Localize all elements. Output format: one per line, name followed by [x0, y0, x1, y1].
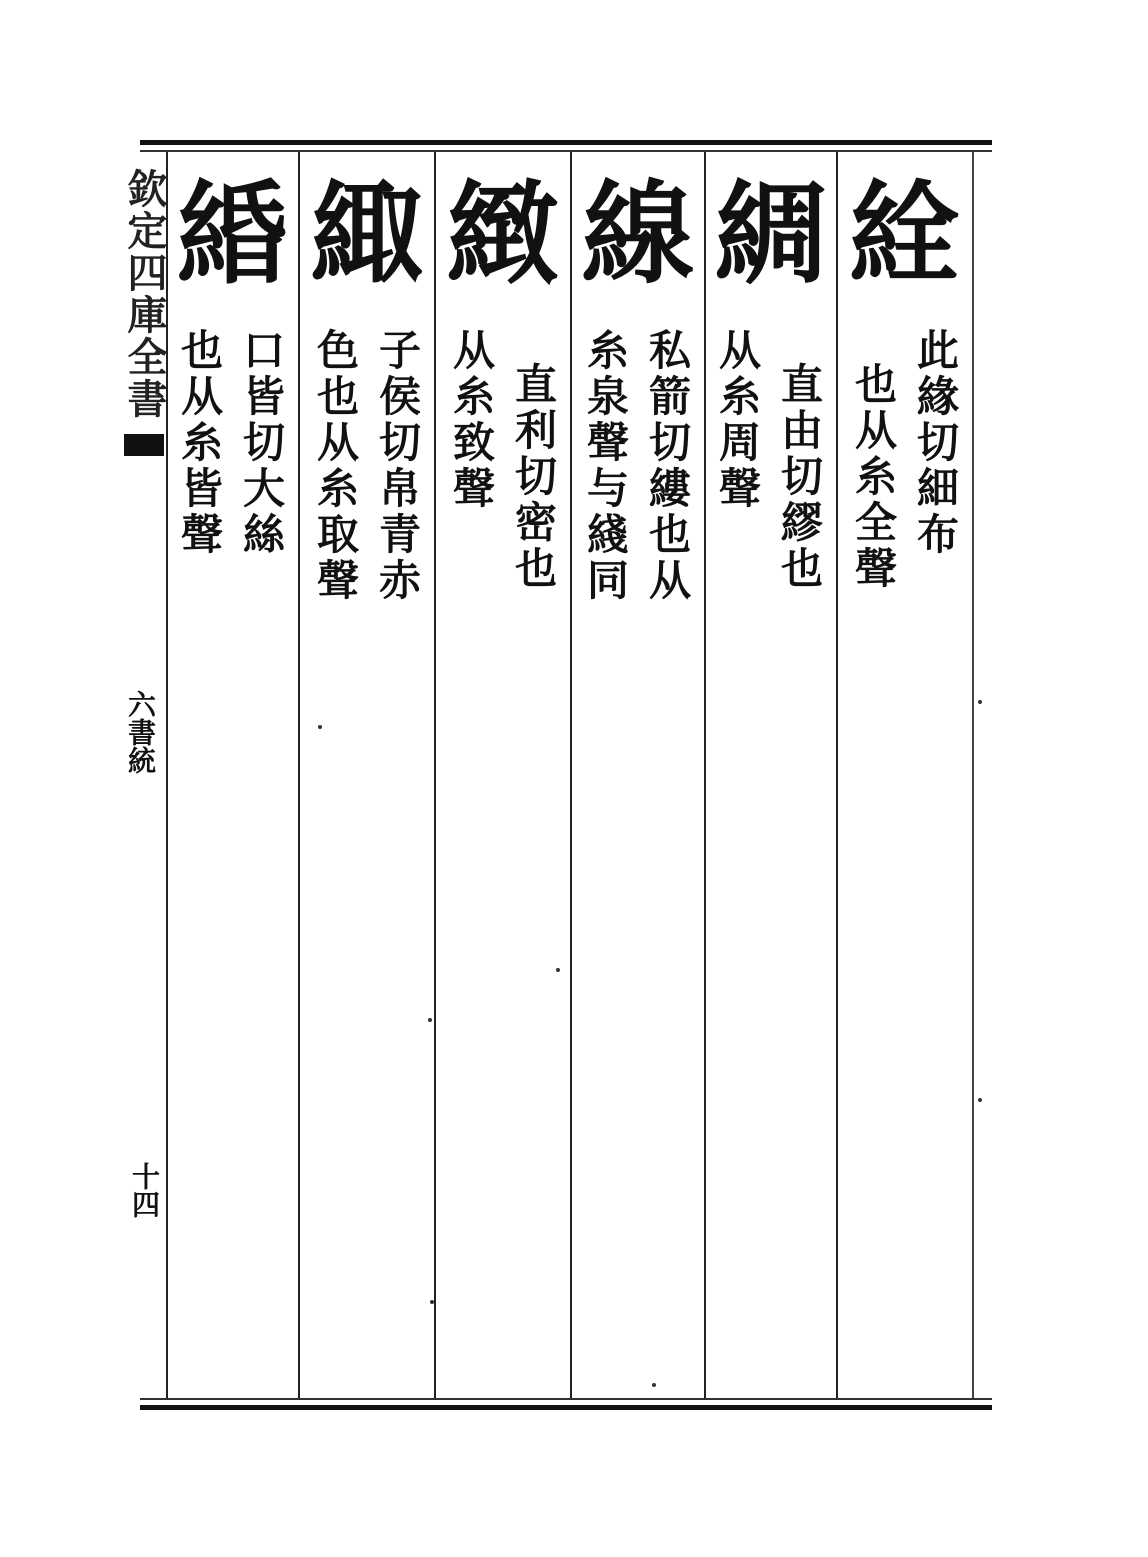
- gloss-line: 直由切繆也: [775, 362, 824, 592]
- gloss-line: 也从糸全聲: [849, 362, 898, 592]
- ink-speck: [428, 1018, 432, 1022]
- section-title: 六書統: [124, 690, 157, 774]
- dictionary-entry: [708, 160, 834, 1390]
- top-border-rule: [140, 140, 992, 145]
- right-border-line: [972, 152, 974, 1398]
- bottom-border-inner-rule: [140, 1398, 992, 1400]
- book-title: 欽定四庫全書: [121, 168, 168, 420]
- gloss-line: 子侯切帛青赤: [373, 328, 422, 604]
- dictionary-entry: [574, 160, 702, 1390]
- ink-speck: [978, 700, 982, 704]
- gloss-line: 此緣切細布: [911, 328, 960, 558]
- gloss-line: 从糸周聲: [713, 328, 762, 512]
- column-divider-line: [836, 152, 838, 1398]
- gloss-line: 私箭切縷也从: [643, 328, 692, 604]
- dictionary-entry: [302, 160, 432, 1390]
- dictionary-entry: [840, 160, 970, 1390]
- ink-speck: [978, 1098, 982, 1102]
- ink-speck: [318, 725, 322, 729]
- gloss-line: 糸泉聲与綫同: [581, 328, 630, 604]
- column-divider-line: [434, 152, 436, 1398]
- page-number: 十四: [128, 1162, 161, 1218]
- column-divider-line: [704, 152, 706, 1398]
- column-divider-line: [570, 152, 572, 1398]
- seal-character: 綢: [715, 169, 827, 300]
- ink-speck: [430, 1300, 434, 1304]
- gloss-line: 色也从糸取聲: [311, 328, 360, 604]
- gloss-line: 直利切密也: [509, 362, 558, 592]
- seal-character: 絟: [849, 169, 961, 300]
- dictionary-entry: [438, 160, 568, 1390]
- seal-character: 緻: [447, 169, 559, 300]
- top-border-inner-rule: [140, 150, 992, 152]
- gloss-line: 从糸致聲: [447, 328, 496, 512]
- seal-character: 緍: [177, 169, 289, 300]
- ink-speck: [556, 968, 560, 972]
- dictionary-entry: [170, 160, 296, 1390]
- fishtail-mark: [124, 434, 164, 456]
- seal-character: 線: [582, 169, 694, 300]
- column-divider-line: [298, 152, 300, 1398]
- seal-character: 緅: [311, 169, 423, 300]
- ink-speck: [652, 1383, 656, 1387]
- bottom-border-rule: [140, 1405, 992, 1410]
- margin-column: [118, 168, 170, 456]
- gloss-line: 也从糸皆聲: [175, 328, 224, 558]
- gloss-line: 口皆切大絲: [237, 328, 286, 558]
